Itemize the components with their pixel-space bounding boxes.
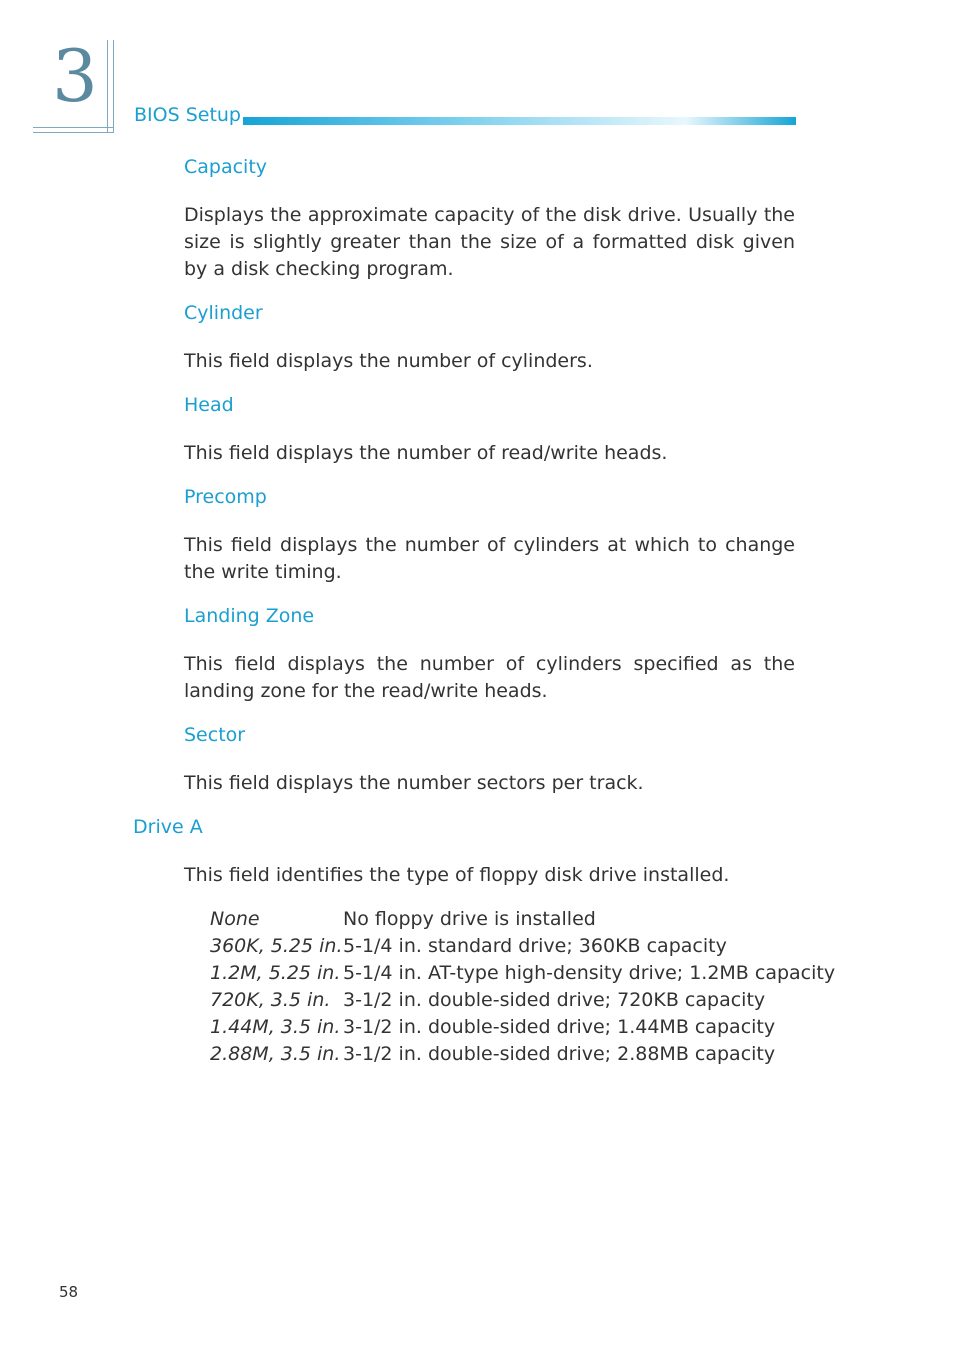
option-description: 3-1/2 in. double-sided drive; 1.44MB capacity <box>343 1016 776 1038</box>
section-body-sector: This field displays the number sectors per track. <box>184 772 644 794</box>
section-body-capacity: Displays the approximate capacity of the disk drive. Usually the size is slightly greater than the size of a formatted disk given by a disk checking program. <box>184 204 795 280</box>
chapter-vertical-rule <box>107 40 114 133</box>
option-description: 5-1/4 in. AT-type high-density drive; 1.2MB capacity <box>343 962 836 984</box>
section-heading-drive-a: Drive A <box>133 816 203 838</box>
section-heading-cylinder: Cylinder <box>184 302 263 324</box>
section-body-precomp: This field displays the number of cylinders at which to change the write timing. <box>184 534 795 583</box>
option-description: 3-1/2 in. double-sided drive; 2.88MB capacity <box>343 1043 776 1065</box>
option-key: None <box>210 908 260 930</box>
section-heading-landing-zone: Landing Zone <box>184 605 315 627</box>
chapter-horizontal-rule <box>33 127 113 133</box>
option-key: 1.2M, 5.25 in. <box>210 962 341 984</box>
chapter-number: 3 <box>52 34 98 118</box>
option-key: 1.44M, 3.5 in. <box>210 1016 341 1038</box>
section-body-cylinder: This field displays the number of cylinders. <box>184 350 593 372</box>
section-heading-head: Head <box>184 394 234 416</box>
option-description: 3-1/2 in. double-sided drive; 720KB capacity <box>343 989 766 1011</box>
section-body-landing-zone: This field displays the number of cylinders specified as the landing zone for the read/write heads. <box>184 653 795 702</box>
section-heading-sector: Sector <box>184 724 246 746</box>
header-title: BIOS Setup <box>134 104 241 126</box>
section-heading-precomp: Precomp <box>184 486 267 508</box>
option-key: 360K, 5.25 in. <box>210 935 343 957</box>
header-bar <box>243 117 796 125</box>
option-key: 720K, 3.5 in. <box>210 989 331 1011</box>
option-description: 5-1/4 in. standard drive; 360KB capacity <box>343 935 727 957</box>
section-heading-capacity: Capacity <box>184 156 268 178</box>
option-key: 2.88M, 3.5 in. <box>210 1043 341 1065</box>
section-body-drive-a: This field identifies the type of floppy disk drive installed. <box>184 864 730 886</box>
option-description: No floppy drive is installed <box>343 908 596 930</box>
section-body-head: This field displays the number of read/write heads. <box>184 442 668 464</box>
page-number: 58 <box>59 1283 79 1301</box>
